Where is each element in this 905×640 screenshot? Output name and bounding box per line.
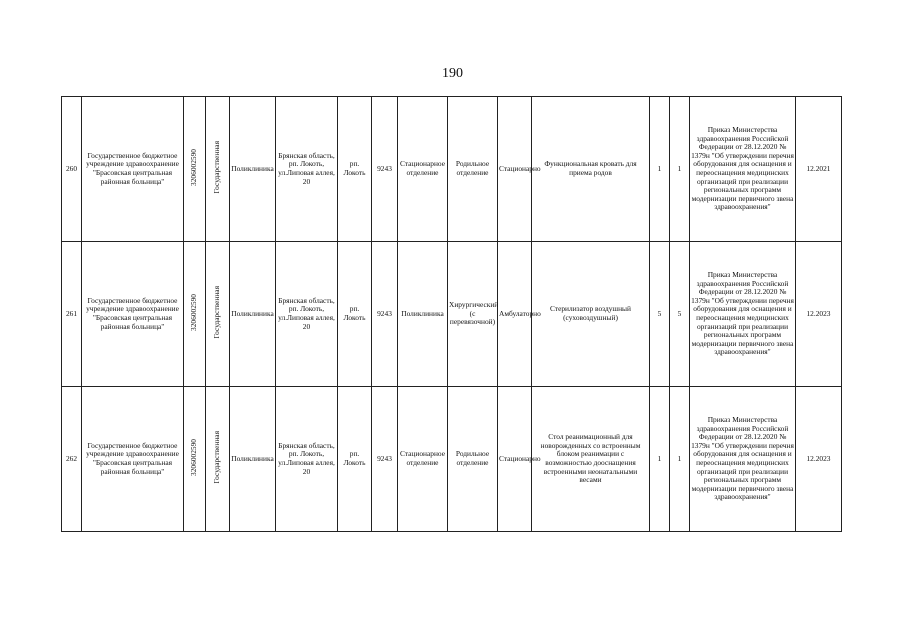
table-row: [62, 242, 842, 387]
row-index: 261: [62, 242, 82, 387]
date-cell: 12.2023: [796, 387, 842, 532]
profile-cell: Хирургический (с перевязочной): [448, 242, 498, 387]
care-type-cell: Стационарно: [498, 387, 532, 532]
basis-cell: Приказ Министерства здравоохранения Российской Федерации от 28.12.2020 № 1379н "Об утверждении перечня оборудования для оснащения и переоснащения медицинских организаций при реализации региональных программ модернизации первичного звена здравоохранения": [690, 387, 796, 532]
unit-type-cell: Поликлиника: [230, 97, 276, 242]
table-row: [62, 97, 842, 242]
date-cell: 12.2021: [796, 97, 842, 242]
code-cell: [184, 387, 206, 532]
ownership-text: Государственная: [212, 141, 222, 194]
organization-cell: Государственное бюджетное учреждение здравоохранение "Брасовская центральная районная больница": [82, 97, 184, 242]
quantity-cell: 5: [670, 242, 690, 387]
table-row: [62, 387, 842, 532]
postal-cell: 9243: [372, 242, 398, 387]
address-cell: Брянская область, рп. Локоть, ул.Липовая аллея, 20: [276, 97, 338, 242]
ownership-text: Государственная: [212, 431, 222, 484]
code-cell: [184, 97, 206, 242]
locality-cell: рп. Локоть: [338, 242, 372, 387]
care-type-cell: Стационарно: [498, 97, 532, 242]
row-index: 260: [62, 97, 82, 242]
care-type-cell: Амбулаторно: [498, 242, 532, 387]
locality-cell: рп. Локоть: [338, 387, 372, 532]
row-index: 262: [62, 387, 82, 532]
equipment-cell: Стерилизатор воздушный (суховоздушный): [532, 242, 650, 387]
address-cell: Брянская область, рп. Локоть, ул.Липовая аллея, 20: [276, 387, 338, 532]
ownership-text: Государственная: [212, 286, 222, 339]
quantity-cell: 1: [650, 97, 670, 242]
quantity-cell: 5: [650, 242, 670, 387]
ownership-cell: [206, 97, 230, 242]
department-cell: Стационарное отделение: [398, 387, 448, 532]
date-cell: 12.2023: [796, 242, 842, 387]
profile-cell: Родильное отделение: [448, 97, 498, 242]
ownership-cell: [206, 387, 230, 532]
postal-cell: 9243: [372, 97, 398, 242]
organization-cell: Государственное бюджетное учреждение здравоохранение "Брасовская центральная районная больница": [82, 242, 184, 387]
locality-cell: рп. Локоть: [338, 97, 372, 242]
unit-type-cell: Поликлиника: [230, 242, 276, 387]
quantity-cell: 1: [670, 97, 690, 242]
profile-cell: Родильное отделение: [448, 387, 498, 532]
equipment-table: [61, 96, 842, 532]
department-cell: Поликлиника: [398, 242, 448, 387]
postal-cell: 9243: [372, 387, 398, 532]
equipment-cell: Функциональная кровать для приема родов: [532, 97, 650, 242]
department-cell: Стационарное отделение: [398, 97, 448, 242]
code-cell: [184, 242, 206, 387]
equipment-cell: Стол реанимационный для новорожденных со встроенным блоком реанимации с возможностью дооснащения встроенными неонатальными весами: [532, 387, 650, 532]
quantity-cell: 1: [670, 387, 690, 532]
unit-type-cell: Поликлиника: [230, 387, 276, 532]
address-cell: Брянская область, рп. Локоть, ул.Липовая аллея, 20: [276, 242, 338, 387]
organization-cell: Государственное бюджетное учреждение здравоохранение "Брасовская центральная районная больница": [82, 387, 184, 532]
code-text: 3206002590: [189, 149, 199, 187]
page-number: 190: [442, 66, 463, 81]
ownership-cell: [206, 242, 230, 387]
basis-cell: Приказ Министерства здравоохранения Российской Федерации от 28.12.2020 № 1379н "Об утверждении перечня оборудования для оснащения и переоснащения медицинских организаций при реализации региональных программ модернизации первичного звена здравоохранения": [690, 242, 796, 387]
code-text: 3206002590: [189, 439, 199, 477]
code-text: 3206002590: [189, 294, 199, 332]
quantity-cell: 1: [650, 387, 670, 532]
basis-cell: Приказ Министерства здравоохранения Российской Федерации от 28.12.2020 № 1379н "Об утверждении перечня оборудования для оснащения и переоснащения медицинских организаций при реализации региональных программ модернизации первичного звена здравоохранения": [690, 97, 796, 242]
